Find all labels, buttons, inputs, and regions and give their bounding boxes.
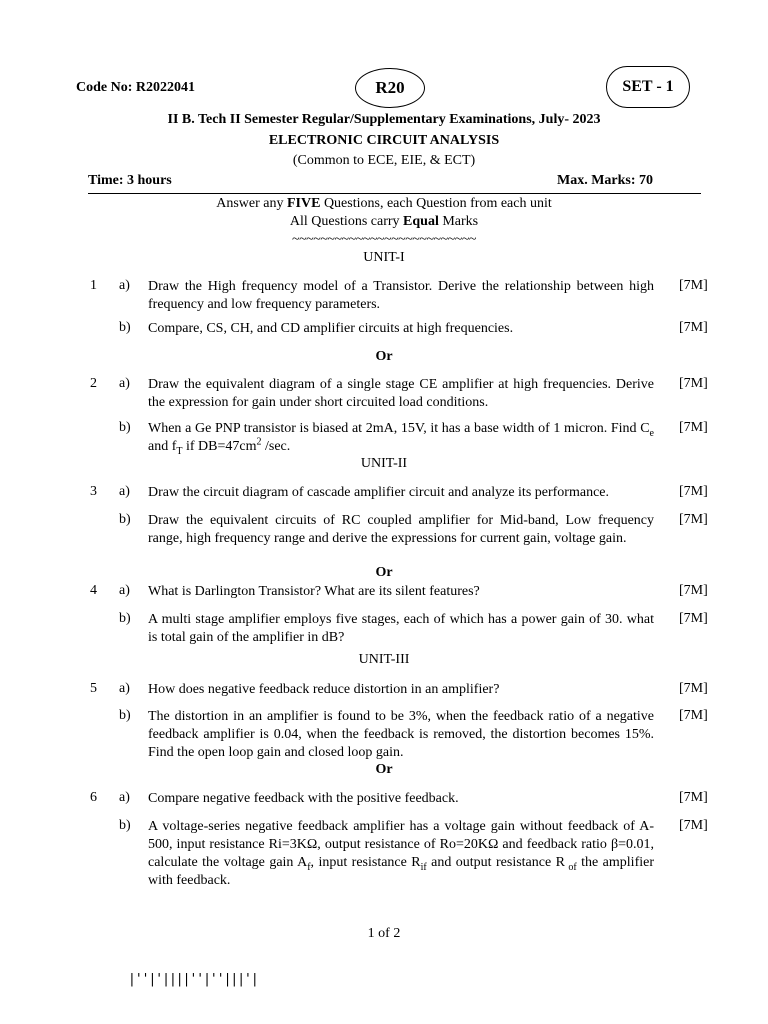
question-text: Draw the High frequency model of a Transistor. Derive the relationship between high frequency and low frequency parameters. <box>148 279 654 312</box>
code-number: Code No: R2022041 <box>76 80 195 95</box>
question-marks: [7M] <box>679 611 708 626</box>
question-marks: [7M] <box>679 790 708 805</box>
question-part-label: a) <box>119 790 130 805</box>
exam-title: II B. Tech II Semester Regular/Supplementary Examinations, July- 2023 <box>167 112 601 127</box>
time-allowed: Time: 3 hours <box>88 173 172 188</box>
question-part-label: a) <box>119 484 130 499</box>
question-part-label: a) <box>119 376 130 391</box>
question-marks: [7M] <box>679 583 708 598</box>
unit-heading-3: UNIT-III <box>358 652 410 667</box>
question-number: 4 <box>90 583 97 598</box>
question-marks: [7M] <box>679 818 708 833</box>
regulation-badge: R20 <box>355 68 425 108</box>
or-separator: Or <box>375 565 393 580</box>
instruction-line-2: All Questions carry Equal Marks <box>289 214 479 229</box>
question-number: 6 <box>90 790 97 805</box>
question-text: Compare, CS, CH, and CD amplifier circuits at high frequencies. <box>148 321 514 336</box>
set-badge: SET - 1 <box>606 66 690 108</box>
question-marks: [7M] <box>679 681 708 696</box>
question-marks: [7M] <box>679 376 708 391</box>
common-to: (Common to ECE, EIE, & ECT) <box>292 153 476 168</box>
question-part-label: b) <box>119 320 131 335</box>
unit-heading-2: UNIT-II <box>360 456 408 471</box>
question-part-label: b) <box>119 818 131 833</box>
question-marks: [7M] <box>679 512 708 527</box>
question-marks: [7M] <box>679 420 708 435</box>
question-text: A multi stage amplifier employs five stages, each of which has a power gain of 30. what is total gain of the amplifier in dB? <box>148 612 654 645</box>
question-part-label: a) <box>119 583 130 598</box>
question-part-label: b) <box>119 512 131 527</box>
question-text: Compare negative feedback with the positive feedback. <box>148 791 459 806</box>
barcode: |''|'||||''|''|||'| <box>128 972 258 987</box>
question-part-label: b) <box>119 611 131 626</box>
question-number: 3 <box>90 484 97 499</box>
or-separator: Or <box>375 349 393 364</box>
question-part-label: b) <box>119 420 131 435</box>
question-text: When a Ge PNP transistor is biased at 2mA, 15V, it has a base width of 1 micron. Find $C_e$ and $f_T$ if $DB=47cm^2$ /sec. <box>148 421 654 457</box>
question-text: A voltage-series negative feedback amplifier has a voltage gain without feedback of A-500, input resistance Ri=3KΩ, output resistance of Ro=20KΩ and feedback ratio β=0.01, calculate the voltage gain $A_f$, input resistance $R_{if}$ and output resistance R $_{of}$ the amplifier with feedback. <box>148 819 654 888</box>
page-number: 1 of 2 <box>367 926 401 941</box>
or-separator: Or <box>375 762 393 777</box>
question-marks: [7M] <box>679 484 708 499</box>
question-number: 1 <box>90 278 97 293</box>
question-marks: [7M] <box>679 278 708 293</box>
question-marks: [7M] <box>679 320 708 335</box>
subject-title: ELECTRONIC CIRCUIT ANALYSIS <box>268 133 500 148</box>
question-text: Draw the equivalent diagram of a single stage CE amplifier at high frequencies. Derive the expression for gain under short circuited load conditions. <box>148 377 654 410</box>
max-marks: Max. Marks: 70 <box>557 173 654 188</box>
tilde-separator: ~~~~~~~~~~~~~~~~~~~~~~~~~~ <box>292 232 476 247</box>
question-text: Draw the circuit diagram of cascade amplifier circuit and analyze its performance. <box>148 485 609 500</box>
question-marks: [7M] <box>679 708 708 723</box>
question-number: 5 <box>90 681 97 696</box>
question-text: What is Darlington Transistor? What are its silent features? <box>148 584 480 599</box>
header-rule <box>88 193 701 194</box>
unit-heading-1: UNIT-I <box>363 250 405 265</box>
question-part-label: a) <box>119 278 130 293</box>
question-part-label: a) <box>119 681 130 696</box>
question-text: The distortion in an amplifier is found to be 3%, when the feedback ratio of a negative feedback amplifier is 0.04, when the feedback is removed, the distortion becomes 15%. Find the open loop gain and closed loop gain. <box>148 709 654 760</box>
question-number: 2 <box>90 376 97 391</box>
question-text: Draw the equivalent circuits of RC coupled amplifier for Mid-band, Low frequency range, high frequency range and derive the expressions for current gain, voltage gain. <box>148 513 654 546</box>
question-text: How does negative feedback reduce distortion in an amplifier? <box>148 682 500 697</box>
question-part-label: b) <box>119 708 131 723</box>
instruction-line-1: Answer any FIVE Questions, each Question from each unit <box>216 196 552 211</box>
